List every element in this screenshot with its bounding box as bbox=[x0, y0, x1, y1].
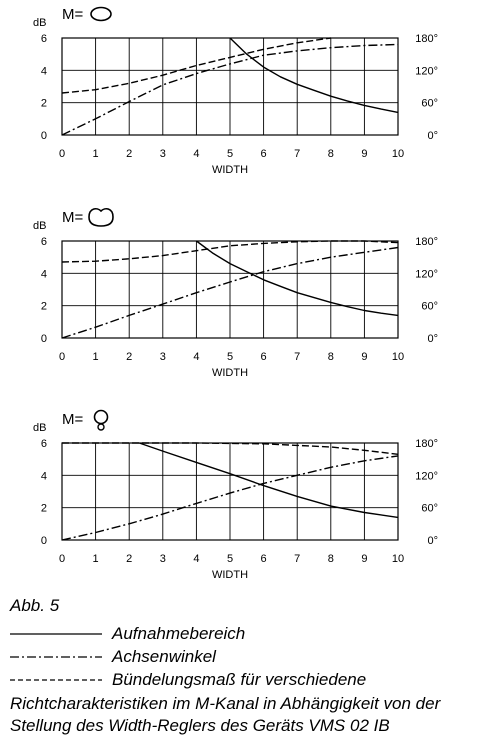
y-tick-label-right: 180° bbox=[415, 236, 438, 248]
x-tick-label: 1 bbox=[92, 553, 99, 565]
y-tick-label-left: 6 bbox=[40, 33, 47, 45]
y-tick-label-right: 0° bbox=[427, 535, 438, 547]
x-tick-label: 10 bbox=[391, 148, 405, 160]
x-tick-label: 4 bbox=[193, 351, 200, 363]
y-axis-unit-left: dB bbox=[33, 220, 47, 232]
legend-label: Aufnahmebereich bbox=[112, 623, 246, 643]
x-tick-label: 9 bbox=[361, 148, 368, 160]
chart-panel-2 bbox=[33, 209, 438, 379]
x-tick-label: 7 bbox=[294, 351, 301, 363]
panel-title: M= bbox=[62, 6, 84, 23]
x-tick-label: 2 bbox=[126, 148, 133, 160]
x-tick-label: 6 bbox=[260, 351, 267, 363]
x-tick-label: 6 bbox=[260, 553, 267, 565]
y-tick-label-right: 120° bbox=[415, 470, 438, 483]
y-tick-label-left: 4 bbox=[40, 268, 47, 281]
x-tick-label: 7 bbox=[294, 553, 301, 565]
y-tick-label-left: 6 bbox=[40, 438, 47, 450]
x-tick-label: 3 bbox=[159, 553, 166, 565]
x-tick-label: 8 bbox=[327, 148, 334, 160]
x-tick-label: 0 bbox=[58, 553, 66, 565]
y-tick-label-left: 2 bbox=[40, 97, 47, 110]
x-tick-label: 1 bbox=[92, 351, 99, 363]
y-tick-label-right: 0° bbox=[427, 130, 438, 142]
y-tick-label-left: 0 bbox=[40, 130, 47, 142]
y-tick-label-right: 60° bbox=[421, 502, 438, 515]
x-tick-label: 4 bbox=[193, 148, 200, 160]
series-line-solid bbox=[139, 443, 398, 517]
x-axis-label: WIDTH bbox=[211, 164, 249, 176]
panel-title: M= bbox=[62, 209, 84, 226]
legend-swatch-dash-dot bbox=[10, 652, 102, 662]
figure-caption bbox=[10, 596, 480, 737]
x-axis-label: WIDTH bbox=[211, 569, 249, 581]
y-axis-unit-left: dB bbox=[33, 422, 47, 434]
y-tick-label-left: 0 bbox=[40, 333, 47, 345]
figure8-pattern-icon bbox=[95, 411, 108, 424]
x-tick-label: 1 bbox=[92, 148, 99, 160]
x-tick-label: 2 bbox=[126, 553, 133, 565]
y-tick-label-right: 60° bbox=[421, 97, 438, 110]
y-tick-label-right: 180° bbox=[415, 438, 438, 450]
y-tick-label-right: 180° bbox=[415, 33, 438, 45]
cardioid-pattern-icon bbox=[89, 209, 113, 226]
figure-label: Abb. 5 bbox=[10, 596, 60, 615]
chart-panel-1 bbox=[33, 6, 438, 176]
legend-label: Bündelungsmaß für verschiedene bbox=[112, 669, 367, 689]
y-tick-label-left: 6 bbox=[40, 236, 47, 248]
figure-description: Richtcharakteristiken im M-Kanal in Abhängigkeit von der Stellung des Width-Reglers des Geräts VMS 02 IB bbox=[10, 694, 441, 735]
y-tick-label-right: 0° bbox=[427, 333, 438, 345]
omni-pattern-icon bbox=[91, 8, 111, 21]
x-tick-label: 10 bbox=[391, 351, 405, 363]
figure8-lobe-icon bbox=[98, 424, 104, 430]
y-tick-label-left: 2 bbox=[40, 502, 47, 515]
x-tick-label: 3 bbox=[159, 351, 166, 363]
y-tick-label-left: 4 bbox=[40, 65, 47, 78]
x-axis-label: WIDTH bbox=[211, 367, 249, 379]
y-tick-label-right: 60° bbox=[421, 300, 438, 313]
legend-swatch-solid bbox=[10, 629, 102, 639]
x-tick-label: 7 bbox=[294, 148, 301, 160]
y-tick-label-right: 120° bbox=[415, 65, 438, 78]
x-tick-label: 5 bbox=[226, 553, 234, 565]
legend-entry-buendelungsmass bbox=[10, 668, 480, 691]
x-tick-label: 8 bbox=[327, 351, 334, 363]
x-tick-label: 9 bbox=[361, 351, 368, 363]
x-tick-label: 5 bbox=[226, 351, 234, 363]
y-axis-unit-left: dB bbox=[33, 17, 47, 29]
y-tick-label-left: 2 bbox=[40, 300, 47, 313]
x-tick-label: 9 bbox=[361, 553, 368, 565]
legend-swatch-dashed bbox=[10, 675, 102, 685]
panel-title: M= bbox=[62, 411, 84, 428]
chart-panel-3 bbox=[33, 411, 438, 582]
x-tick-label: 6 bbox=[260, 148, 267, 160]
x-tick-label: 0 bbox=[58, 351, 66, 363]
x-tick-label: 2 bbox=[126, 351, 133, 363]
x-tick-label: 5 bbox=[226, 148, 234, 160]
legend-entry-achsenwinkel bbox=[10, 645, 480, 668]
x-tick-label: 10 bbox=[391, 553, 405, 565]
legend-label: Achsenwinkel bbox=[112, 646, 216, 666]
x-tick-label: 4 bbox=[193, 553, 200, 565]
x-tick-label: 8 bbox=[327, 553, 334, 565]
y-tick-label-left: 4 bbox=[40, 470, 47, 483]
x-tick-label: 3 bbox=[159, 148, 166, 160]
legend-entry-aufnahmebereich bbox=[10, 622, 480, 645]
y-tick-label-left: 0 bbox=[40, 535, 47, 547]
y-tick-label-right: 120° bbox=[415, 268, 438, 281]
x-tick-label: 0 bbox=[58, 148, 66, 160]
